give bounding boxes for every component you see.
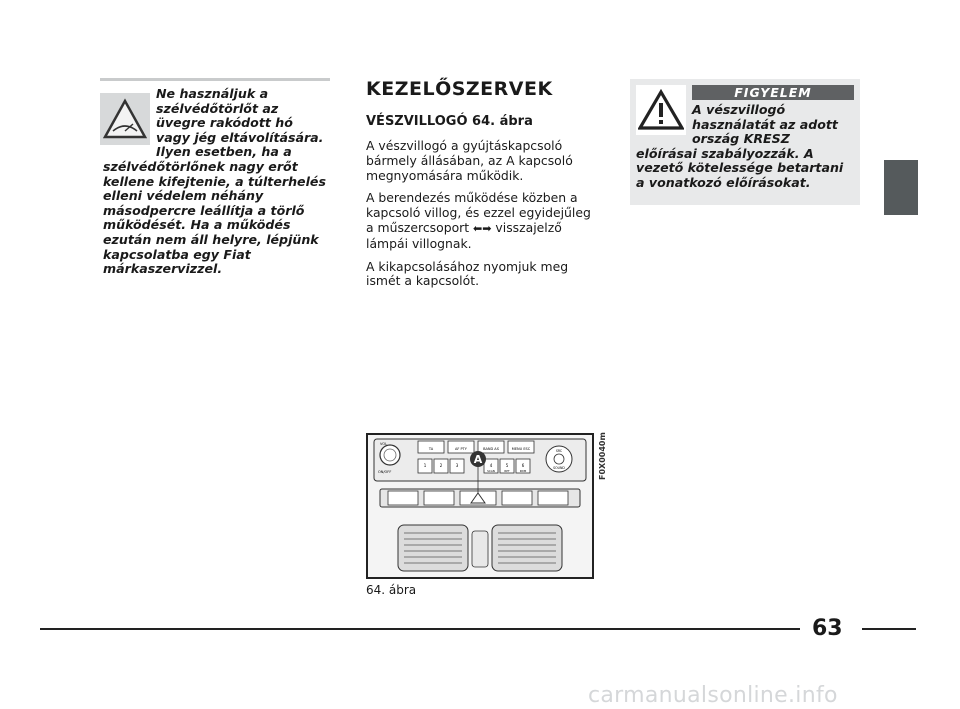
label-af-pty: AF PTY	[455, 447, 467, 451]
sub-title: VÉSZVILLOGÓ 64. ábra	[366, 114, 533, 129]
wiper-warning-icon	[100, 93, 150, 145]
preset-1: 1	[423, 463, 427, 468]
paragraph-2-start: A berendezés működése közben a kapcsoló villog, és ezzel egyidejűleg a műszercsoport	[366, 190, 591, 235]
label-rpt: RPT	[504, 469, 510, 473]
section-title: KEZELŐSZERVEK	[366, 78, 553, 100]
dashboard-figure	[366, 433, 594, 579]
paragraph-1: A vészvillogó a gyújtáskapcsoló bármely állásában, az A kapcsoló megnyomására működik.	[366, 138, 573, 183]
right-warning-text: A vészvillogó használatát az adott ország KRESZ előírásai szabályozzák. A vezető kötelessége betartani a vonatkozó előírásokat.	[636, 102, 844, 190]
paragraph-3: A kikapcsolásához nyomjuk meg ismét a kapcsolót.	[366, 258, 569, 289]
label-band-as: BAND AS	[483, 447, 499, 451]
preset-2: 2	[439, 463, 443, 468]
label-menu-esc: MENU ESC	[511, 447, 531, 451]
left-warning-box	[100, 78, 330, 277]
figure-caption: 64. ábra	[366, 583, 417, 597]
footer-rule-right	[862, 628, 916, 630]
paragraph-2-end: visszajelző lámpái villognak.	[366, 219, 562, 251]
label-onoff: ON/OFF	[378, 470, 392, 474]
label-src: SRC	[555, 449, 563, 453]
dashboard-illustration	[368, 435, 592, 577]
label-vol: VOL	[380, 442, 388, 446]
label-ta: TA	[428, 447, 434, 451]
preset-5: 5	[505, 463, 509, 468]
left-warning-text: Ne használjuk a szélvédőtörlőt az üvegre rakódott hó vagy jég eltávolítására. Ilyen esetben, ha a szélvédőtörlőnek nagy erőt kellene kifejtenie, a túlterhelés elleni védelem néhány másodpercre leállítja a törlő működését. Ha a működés ezután nem áll helyre, lépjünk kapcsolatba egy Fiat márkaszervizzel.	[103, 86, 326, 277]
paragraph-2	[366, 191, 596, 251]
main-column	[366, 78, 596, 297]
chapter-tab	[884, 160, 918, 215]
preset-6: 6	[521, 463, 525, 468]
label-scan: SCAN	[487, 469, 495, 473]
label-rdm: RDM	[519, 469, 527, 473]
left-warning-rule	[100, 78, 330, 81]
turn-signal-arrows-icon: ⬅➡	[473, 221, 492, 235]
right-warning-box	[630, 79, 860, 205]
warning-heading: FIGYELEM	[692, 85, 854, 100]
preset-4: 4	[489, 463, 493, 468]
page-number: 63	[812, 616, 843, 641]
figure-code: F0X0040m	[598, 432, 607, 480]
label-sound: SOUND	[553, 466, 565, 470]
watermark: carmanualsonline.info	[588, 683, 838, 708]
warning-triangle-icon	[636, 85, 686, 135]
preset-3: 3	[455, 463, 459, 468]
footer-rule-left	[40, 628, 800, 630]
callout-a: A	[473, 453, 483, 466]
